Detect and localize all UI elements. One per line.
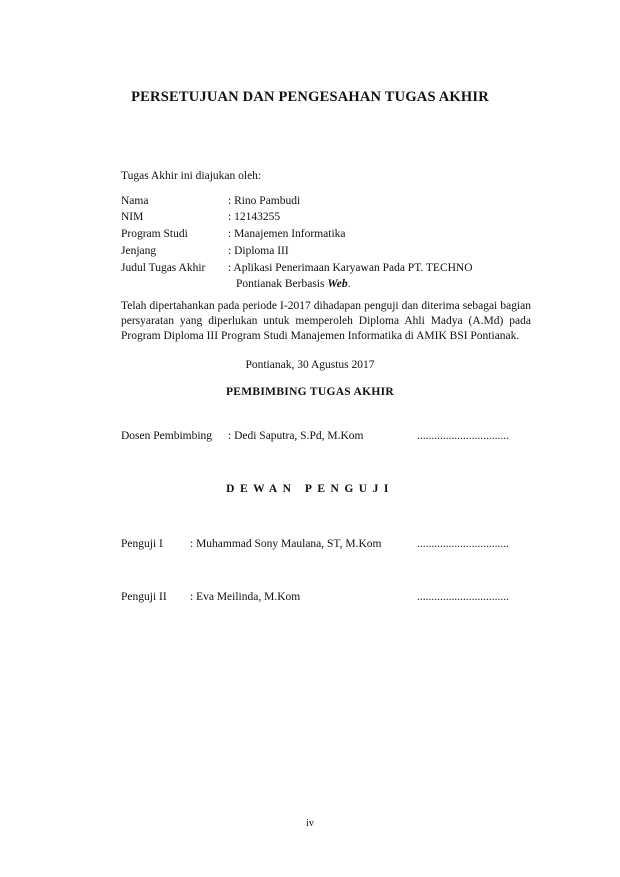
page-title: PERSETUJUAN DAN PENGESAHAN TUGAS AKHIR (131, 89, 489, 105)
judul-label: Judul Tugas Akhir (121, 262, 206, 274)
jenjang-label: Jenjang (121, 245, 157, 257)
nim-value: : 12143255 (228, 211, 281, 223)
penguji-2-value: : Eva Meilinda, M.Kom (190, 591, 301, 603)
penguji-1-value: : Muhammad Sony Maulana, ST, M.Kom (190, 538, 382, 550)
dosen-pembimbing-value: : Dedi Saputra, S.Pd, M.Kom (228, 430, 364, 442)
judul-value-line1: : Aplikasi Penerimaan Karyawan Pada PT. TECHNO (228, 262, 473, 274)
nama-value: : Rino Pambudi (228, 195, 301, 207)
prodi-value: : Manajemen Informatika (228, 228, 346, 240)
judul-value-line2 (236, 278, 350, 290)
dewan-penguji-heading: DEWAN PENGUJI (226, 483, 394, 495)
nama-label: Nama (121, 195, 149, 207)
intro-text: Tugas Akhir ini diajukan oleh: (121, 170, 262, 182)
penguji-1-label: Penguji I (121, 538, 163, 550)
penguji-1-signature-line: ................................ (417, 538, 509, 550)
judul-line2-emph: Web (327, 278, 348, 290)
dosen-signature-line: ................................ (417, 430, 509, 442)
jenjang-value: : Diploma III (228, 245, 289, 257)
nim-label: NIM (121, 211, 144, 223)
penguji-2-label: Penguji II (121, 591, 167, 603)
judul-line2-suffix: . (347, 278, 351, 290)
judul-line2-prefix: Pontianak Berbasis (236, 278, 328, 290)
dosen-pembimbing-label: Dosen Pembimbing (121, 430, 213, 442)
page-number: iv (306, 818, 314, 829)
penguji-2-signature-line: ................................ (417, 591, 509, 603)
pembimbing-heading: PEMBIMBING TUGAS AKHIR (225, 386, 395, 398)
prodi-label: Program Studi (121, 228, 188, 240)
statement-paragraph: Telah dipertahankan pada periode I-2017 dihadapan penguji dan diterima sebagai bagian persyaratan yang diperlukan untuk memperoleh Diploma Ahli Madya (A.Md) pada Program Diploma III Program Studi Manajemen Informatika di AMIK BSI Pontianak. (121, 300, 531, 342)
date-line: Pontianak, 30 Agustus 2017 (245, 359, 375, 371)
